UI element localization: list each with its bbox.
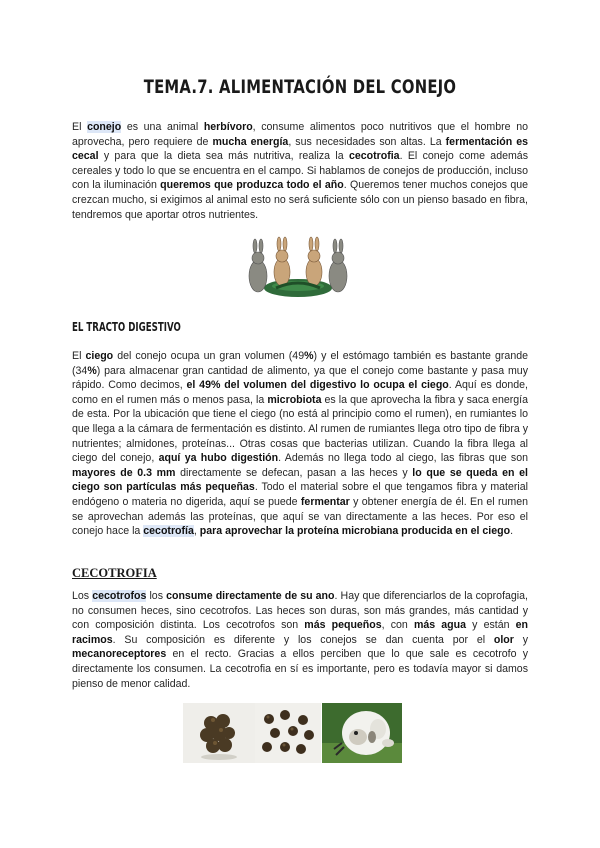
term-herbivoro: herbívoro (203, 121, 253, 133)
text-run: los (146, 590, 167, 602)
text-run: . Su composición es diferente y los conejos se dan cuenta por el (112, 633, 494, 646)
term-cecotrofia: cecotrofía (143, 525, 194, 538)
text-run: y para que la dieta sea más nutritiva, realiza la (98, 150, 349, 163)
text-run: . El conejo come además cereales y todo lo que se encuentra en el campo. Si hablamos de conejos de producción, incluso con la iluminación (72, 150, 529, 192)
term-microbiota: microbiota (267, 393, 322, 406)
section-heading-tracto: EL TRACTO DIGESTIVO (72, 320, 181, 334)
term-mayores-03mm: mayores de 0.3 mm (72, 466, 176, 479)
term-consume-ano: consume directamente de su ano (166, 590, 335, 602)
text-run: y obtener energía de él. En el rumen se aprovechan además las proteínas, que aquí se van directamente a las heces. Por eso el conejo hace la (72, 495, 528, 538)
cecotrofia-paragraph (72, 589, 528, 691)
page-title: TEMA.7. ALIMENTACIÓN DEL CONEJO (143, 76, 457, 98)
text-run: ) para almacenar gran cantidad de alimento, ya que el conejo come bastante y pasa muy rápido. Como decimos, (72, 364, 528, 392)
text-run: , con (381, 619, 414, 632)
text-run: del conejo ocupa un gran volumen (49 (113, 350, 305, 362)
cecotrofo-cluster-photo (183, 703, 255, 763)
text-run: , consume alimentos poco nutritivos que el hombre no aprovecha, pero requiere de (72, 121, 528, 148)
text-run: es la que aprovecha la fibra y saca energía de esta. Por la ubicación que tiene el ciego (no está al principio como el rumen), en rumiantes lo que llega a la cámara de fermentación es distinto. Al rumen de rumiantes llega otro tipo de fibra y nutrientes; almidones, proteínas... Otras cosas que bacterias utilizan. Cuando la fibra llega al ciego del conejo, (72, 393, 528, 465)
text-run: . Queremos tener muchos conejos que crezcan mucho, si exigimos al animal esto no será suficiente sólo con un pienso basado en fibra, tendremos que aportar otros nutrientes. (72, 179, 528, 221)
text-run: y (513, 633, 528, 646)
term-mas-agua: más agua (413, 619, 467, 632)
term-conejo: conejo (87, 121, 122, 133)
term-volumen-ciego: el 49% del volumen del digestivo lo ocupa el ciego (186, 379, 449, 392)
term-ciego: ciego (85, 350, 114, 362)
term-olor: olor (493, 633, 514, 646)
text-run: . Además no llega todo al ciego, las fibras que son (278, 452, 529, 465)
text-run: . Hay que diferenciarlos de la coprofagia, no consumen heces, sino cecotrofos. Las heces son duras, son más grandes, más cantidad y con composición distinta. Los cecotrofos son (72, 590, 528, 632)
text-run: directamente se defecan, pasan a las heces y (175, 466, 413, 479)
intro-paragraph (72, 120, 528, 222)
text-run: El (72, 350, 86, 362)
section-heading-cecotrofia: CECOTROFIA (72, 566, 157, 580)
rabbits-figurine-image (236, 236, 360, 304)
tracto-paragraph (72, 349, 528, 539)
text-run: y están (466, 619, 516, 632)
text-run: . Aquí es donde, como en el rumen más o menos pasa, la (72, 379, 528, 406)
text-run: . Todo el material sobre el que tengamos fibra y material endógeno o materia no digerida, aquí se puede (72, 481, 528, 508)
term-racimos: en racimos (72, 619, 528, 646)
heces-pellets-photo (255, 703, 321, 763)
term-percent: % (304, 350, 314, 362)
text-run: , (193, 525, 200, 538)
text-run: El (72, 121, 88, 133)
term-mecanoreceptores: mecanoreceptores (72, 648, 167, 661)
text-run: . (510, 525, 514, 538)
text-run: Los (72, 590, 93, 602)
term-cecotrofia: cecotrofia (348, 150, 400, 163)
term-produccion-anual: queremos que produzca todo el año (160, 179, 344, 192)
term-fermentacion-cecal: fermentación es cecal (72, 135, 529, 163)
term-mas-pequenos: más pequeños (304, 619, 382, 632)
term-particulas-pequenas: lo que se queda en el ciego son partículas más pequeñas (72, 466, 528, 494)
term-proteina-microbiana: para aprovechar la proteína microbiana producida en el ciego (199, 525, 511, 538)
term-percent: % (87, 364, 97, 377)
text-run: , sus necesidades son altas. La (288, 135, 446, 148)
term-digestion: aquí ya hubo digestión (158, 452, 279, 465)
term-mucha-energia: mucha energía (212, 135, 289, 148)
text-run: ) y el estómago también es bastante grande (34 (72, 350, 528, 377)
term-fermentar: fermentar (300, 495, 350, 508)
term-cecotrofos: cecotrofos (92, 590, 147, 602)
conejo-cecotrofia-photo (322, 703, 402, 763)
text-run: es una animal (121, 121, 204, 133)
text-run: en el recto. Gracias a ellos perciben que lo que sale es cecotrofo y directamente los consumen. La cecotrofia en sí es importante, pero es todavía mayor si damos pienso de menor calidad. (72, 648, 528, 690)
